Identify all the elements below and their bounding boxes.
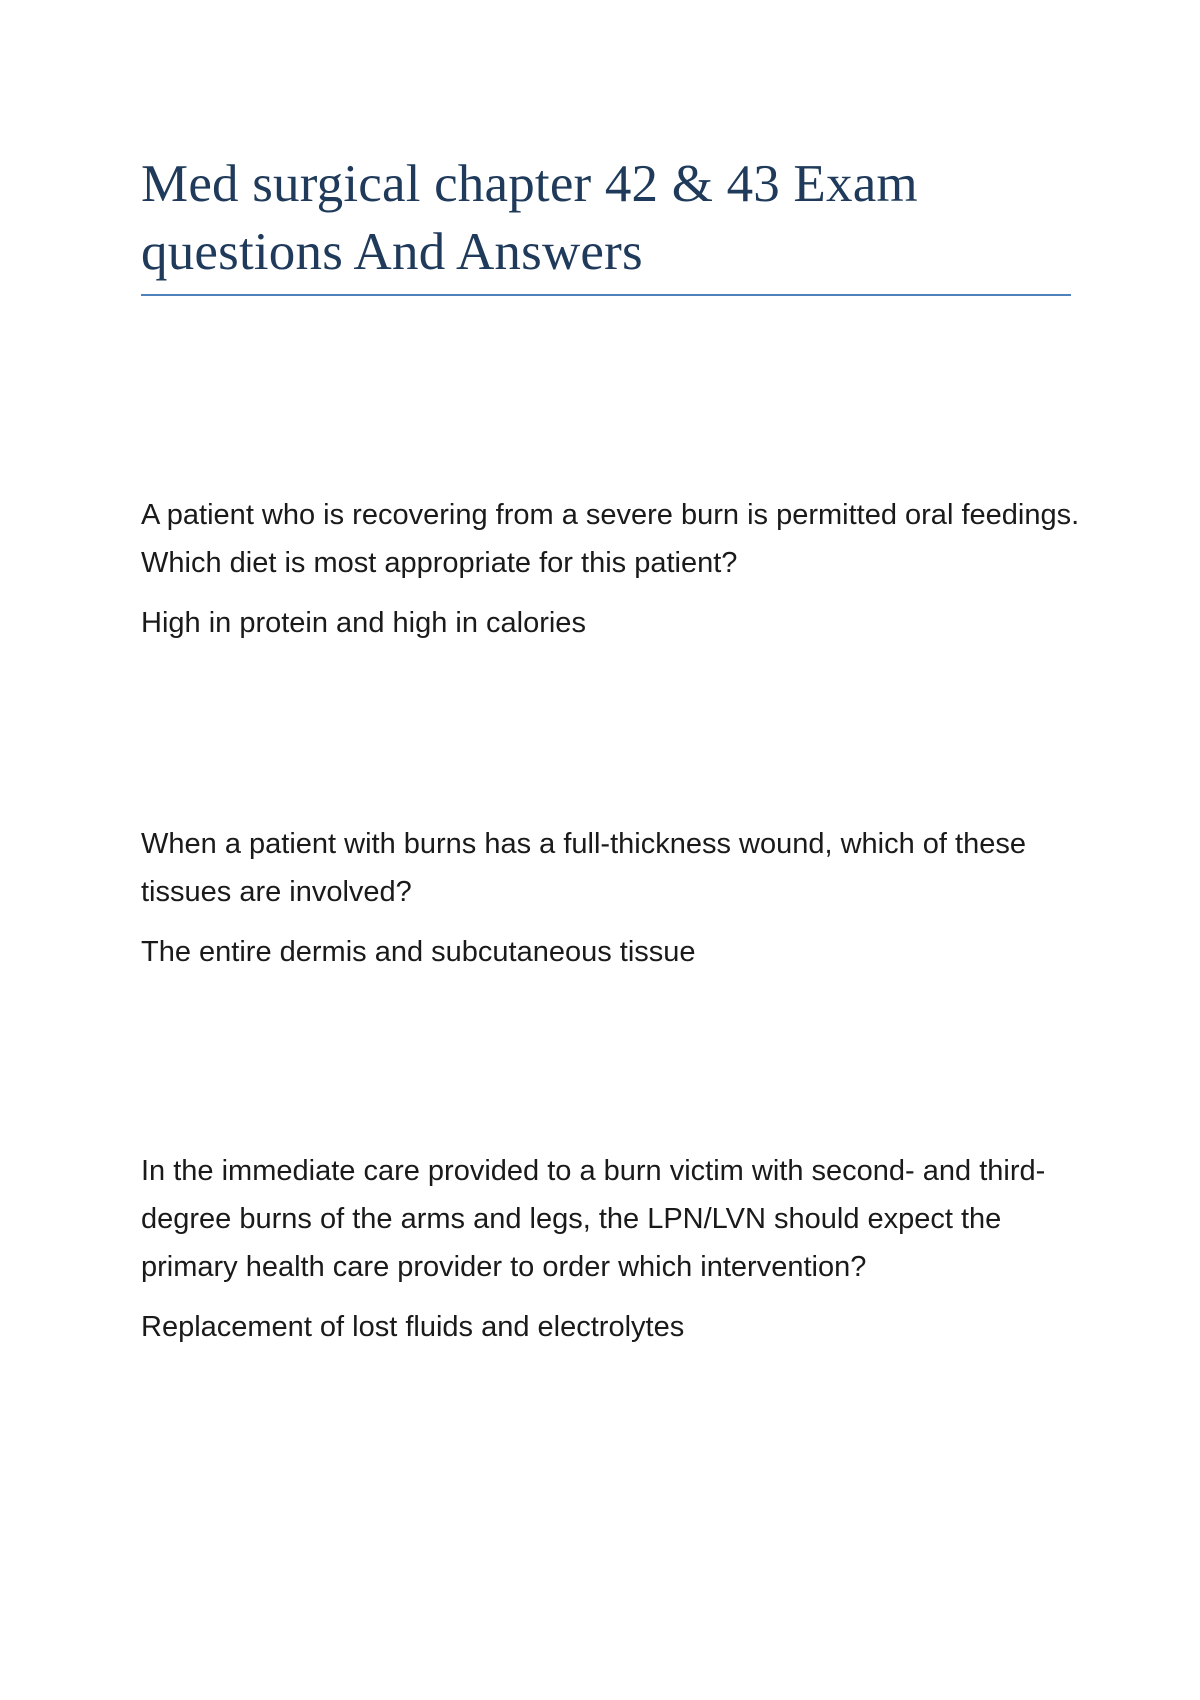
answer-text: Replacement of lost fluids and electrolytes bbox=[141, 1311, 685, 1343]
answer-text: The entire dermis and subcutaneous tissue bbox=[141, 936, 696, 968]
title-underline bbox=[141, 294, 1071, 296]
question-text: When a patient with burns has a full-thickness wound, which of these tissues are involved? bbox=[141, 828, 1026, 908]
title-block bbox=[141, 150, 1071, 286]
qa-item bbox=[141, 820, 1091, 970]
title-line-2: questions And Answers bbox=[141, 223, 643, 281]
qa-item bbox=[141, 491, 1091, 641]
answer-text: High in protein and high in calories bbox=[141, 607, 586, 639]
question-text: A patient who is recovering from a severe burn is permitted oral feedings. Which diet is most appropriate for this patient? bbox=[141, 499, 1080, 579]
document-title bbox=[141, 150, 1071, 286]
question-text: In the immediate care provided to a burn victim with second- and third-degree burns of the arms and legs, the LPN/LVN should expect the primary health care provider to order which intervention? bbox=[141, 1155, 1046, 1283]
qa-item bbox=[141, 1147, 1091, 1345]
title-line-1: Med surgical chapter 42 & 43 Exam bbox=[141, 155, 918, 213]
